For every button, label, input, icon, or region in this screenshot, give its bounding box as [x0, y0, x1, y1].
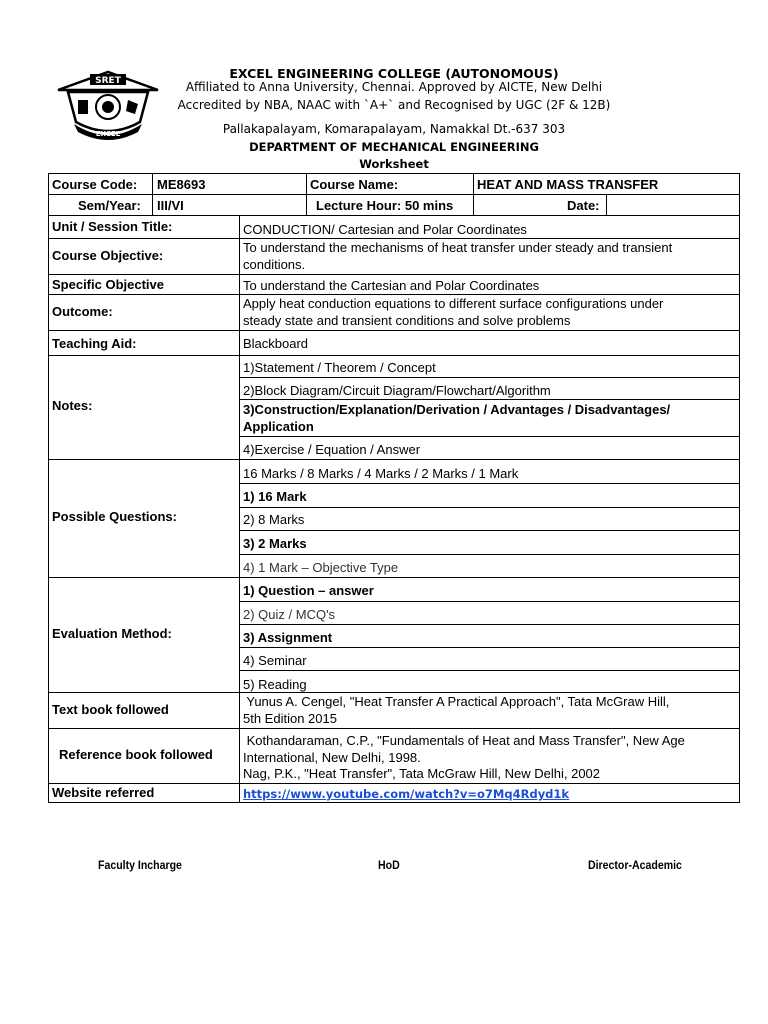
- reference-book-label: Reference book followed: [59, 747, 213, 762]
- course-objective-line2: conditions.: [243, 257, 306, 272]
- course-name-label: Course Name:: [310, 177, 399, 192]
- evaluation-item-1: 1) Question – answer: [243, 583, 374, 598]
- notes-item-1: 1)Statement / Theorem / Concept: [243, 360, 436, 375]
- question-marks-summary: 16 Marks / 8 Marks / 4 Marks / 2 Marks / 1 Mark: [243, 466, 519, 481]
- outcome-line1: Apply heat conduction equations to different surface configurations under: [243, 296, 664, 311]
- specific-objective-label: Specific Objective: [52, 277, 164, 292]
- evaluation-item-5: 5) Reading: [243, 677, 307, 692]
- sem-year-label: Sem/Year:: [78, 198, 141, 213]
- logo-bottom-text: EXCEL: [95, 130, 121, 138]
- course-name-value: HEAT AND MASS TRANSFER: [477, 177, 659, 192]
- textbook-line1: Yunus A. Cengel, "Heat Transfer A Practical Approach", Tata McGraw Hill,: [243, 694, 670, 709]
- department-name: DEPARTMENT OF MECHANICAL ENGINEERING: [249, 140, 539, 154]
- evaluation-item-2: 2) Quiz / MCQ's: [243, 607, 336, 622]
- sem-year-value: III/VI: [157, 198, 184, 213]
- accreditation-line: Accredited by NBA, NAAC with `A+` and Recognised by UGC (2F & 12B): [177, 98, 611, 112]
- evaluation-item-3: 3) Assignment: [243, 630, 333, 645]
- course-objective-label: Course Objective:: [52, 248, 164, 263]
- notes-label: Notes:: [52, 398, 93, 413]
- notes-item-2: 2)Block Diagram/Circuit Diagram/Flowchart/Algorithm: [243, 383, 551, 398]
- evaluation-item-4: 4) Seminar: [243, 653, 307, 668]
- college-name: EXCEL ENGINEERING COLLEGE (AUTONOMOUS): [229, 66, 559, 81]
- address-line: Pallakapalayam, Komarapalayam, Namakkal Dt.-637 303: [222, 122, 566, 136]
- notes-item-4: 4)Exercise / Equation / Answer: [243, 442, 421, 457]
- course-code-label: Course Code:: [52, 177, 138, 192]
- hod-signature: HoD: [378, 858, 400, 872]
- affiliation-line: Affiliated to Anna University, Chennai. Approved by AICTE, New Delhi: [185, 80, 603, 94]
- evaluation-method-label: Evaluation Method:: [52, 626, 172, 641]
- director-academic-signature: Director-Academic: [588, 858, 682, 872]
- reference-line3: Nag, P.K., "Heat Transfer", Tata McGraw Hill, New Delhi, 2002: [243, 766, 601, 781]
- notes-item-3b: Application: [243, 419, 314, 434]
- teaching-aid-value: Blackboard: [243, 336, 309, 351]
- course-code-value: ME8693: [157, 177, 206, 192]
- notes-item-3a: 3)Construction/Explanation/Derivation / Advantages / Disadvantages/: [243, 402, 671, 417]
- question-16-mark: 1) 16 Mark: [243, 489, 307, 504]
- question-2-marks: 3) 2 Marks: [243, 536, 307, 551]
- reference-line1: Kothandaraman, C.P., "Fundamentals of Heat and Mass Transfer", New Age: [243, 733, 685, 748]
- specific-objective-value: To understand the Cartesian and Polar Coordinates: [243, 278, 540, 293]
- worksheet-title: Worksheet: [359, 157, 429, 171]
- outcome-label: Outcome:: [52, 304, 113, 319]
- lecture-hour: Lecture Hour: 50 mins: [316, 198, 454, 213]
- textbook-label: Text book followed: [52, 702, 169, 717]
- reference-line2: International, New Delhi, 1998.: [243, 750, 421, 765]
- teaching-aid-label: Teaching Aid:: [52, 336, 137, 351]
- unit-title-value: CONDUCTION/ Cartesian and Polar Coordinates: [243, 222, 527, 237]
- faculty-incharge-signature: Faculty Incharge: [98, 858, 182, 872]
- outcome-line2: steady state and transient conditions and solve problems: [243, 313, 571, 328]
- course-objective-line1: To understand the mechanisms of heat transfer under steady and transient: [243, 240, 673, 255]
- website-link[interactable]: https://www.youtube.com/watch?v=o7Mq4Rdyd1k: [243, 787, 570, 801]
- unit-title-label: Unit / Session Title:: [52, 219, 173, 234]
- website-label: Website referred: [52, 785, 155, 800]
- possible-questions-label: Possible Questions:: [52, 509, 177, 524]
- textbook-line2: 5th Edition 2015: [243, 711, 337, 726]
- question-8-marks: 2) 8 Marks: [243, 512, 305, 527]
- date-label: Date:: [567, 198, 600, 213]
- question-1-mark: 4) 1 Mark – Objective Type: [243, 560, 399, 575]
- logo-top-text: SRET: [95, 76, 121, 86]
